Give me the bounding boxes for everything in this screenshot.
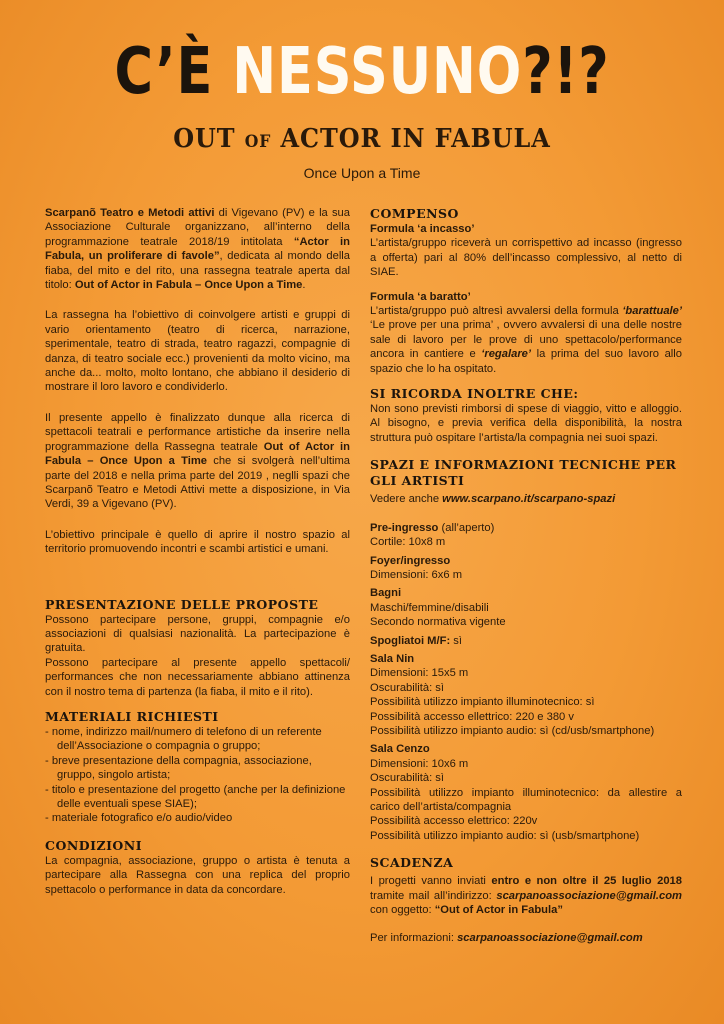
sala-nin-line: Oscurabilità: sì xyxy=(370,681,444,694)
info-email[interactable]: scarpanoassociazione@gmail.com xyxy=(457,932,643,945)
section-compenso xyxy=(370,206,682,376)
sala-cenzo-line: Oscurabilità: sì xyxy=(370,772,444,785)
sala-cenzo-line: Possibilità utilizzo impianto illuminotecnico: da allestire a carico dell’artista/compagnia xyxy=(370,786,682,813)
sala-cenzo-line: Dimensioni: 10x6 m xyxy=(370,757,469,770)
formula-baratto-text xyxy=(370,304,682,376)
bagni-title: Bagni xyxy=(370,587,402,600)
spogliatoi xyxy=(370,634,682,648)
scadenza-deadline: entro e non oltre il 25 luglio 2018 xyxy=(491,875,682,888)
intro-text-3: . xyxy=(302,279,306,292)
baratto-italic-2: ‘regalare’ xyxy=(481,348,532,361)
heading-compenso: COMPENSO xyxy=(370,206,459,221)
ricorda-text: Non sono previsti rimborsi di spese di viaggio, vitto e alloggio. Al bisogno, e previa verifica della disponibilità, la nostra struttura può ospitare l’artista/la compagnia nei suoi spazi. xyxy=(370,403,682,444)
bagni xyxy=(370,586,682,629)
intro-bold-1: Scarpanõ Teatro e Metodi attivi xyxy=(45,207,215,219)
bagni-line-1: Maschi/femmine/disabili xyxy=(370,601,489,614)
paragraph-rassegna: La rassegna ha l’obiettivo di coinvolgere artisti e gruppi di vario orientamento (teatro di ricerca, narrazione, sperimentale, teatro di strada, teatro ragazzi, compagnie di danza, di teatro sociale ecc.) provenienti da molto vicino, ma anche da... molto, molto lontano, che abbiano il desiderio di mostrare il loro lavoro e condividerlo. xyxy=(45,309,350,394)
sala-nin xyxy=(370,652,682,738)
subtitle-b: ACTOR IN FABULA xyxy=(271,124,551,154)
intro-bold-2: “Actor in Fabula, un proliferare di favole” xyxy=(45,235,350,263)
scadenza-text xyxy=(370,874,682,917)
title-part-1: C’È xyxy=(114,35,233,109)
see-also-text: Vedere anche xyxy=(370,493,443,506)
scadenza-text-2: tramite mail all’indirizzo: xyxy=(370,889,497,902)
sala-cenzo-line: Possibilità accesso elettrico: 220v xyxy=(370,815,538,828)
subtitle-a: OUT xyxy=(173,124,245,154)
sala-nin-line: Dimensioni: 15x5 m xyxy=(370,667,469,680)
section-materiali xyxy=(45,709,350,826)
appello-bold: Out of Actor in Fabula – Once Upon a Time xyxy=(45,440,350,468)
preingresso-note: (all’aperto) xyxy=(438,521,495,534)
spazi-see-also xyxy=(370,492,682,506)
info-line xyxy=(370,931,682,945)
baratto-text-1: L’artista/gruppo può altresì avvalersi della formula xyxy=(370,305,623,318)
bagni-line-2: Secondo normativa vigente xyxy=(370,616,506,629)
materiali-list xyxy=(45,725,350,826)
foyer-value: Dimensioni: 6x6 m xyxy=(370,568,463,581)
scadenza-text-1: I progetti vanno inviati xyxy=(370,875,492,888)
baratto-text-3: la prima del suo lavoro allo spazio che lo ha ospitato. xyxy=(370,348,683,375)
presentazione-p2: Possono partecipare al presente appello spettacoli/ performances che non necessariamente abbiano attinenza con il nostro tema di partenza (la fiaba, il mito e il rito). xyxy=(45,656,350,698)
right-column xyxy=(370,206,682,946)
sala-cenzo-line: Possibilità utilizzo impianto audio: sì (usb/smartphone) xyxy=(370,829,640,842)
formula-incasso-text: L’artista/gruppo riceverà un corrispettivo ad incasso (ingresso a offerta) pari al 80% dell’incasso complessivo, al netto di SIAE. xyxy=(370,237,682,279)
presentazione-p1: Possono partecipare persone, gruppi, compagnie e/o associazioni di qualsiasi nazionalità. La partecipazione è gratuita. xyxy=(45,613,350,655)
formula-incasso-title: Formula ‘a incasso’ xyxy=(370,223,475,235)
appello-text-1: Il presente appello è finalizzato dunque alla ricerca di spettacoli teatrali e performance artistiche da inserire nella programmazione della Rassegna teatrale xyxy=(45,411,350,453)
sala-nin-line: Possibilità utilizzo impianto illuminotecnico: sì xyxy=(370,696,595,709)
heading-scadenza: SCADENZA xyxy=(370,855,454,871)
heading-ricorda: SI RICORDA INOLTRE CHE: xyxy=(370,386,579,402)
intro-paragraph xyxy=(45,206,350,292)
foyer-title: Foyer/ingresso xyxy=(370,554,451,567)
baratto-text-2: ‘Le prove per una prima’ , ovvero avvalersi di una delle nostre sale di lavoro per le prove di uno spettacolo/performance ancora in cantiere e xyxy=(370,319,682,361)
spogliatoi-value: sì xyxy=(450,634,462,647)
section-presentazione xyxy=(45,597,350,699)
section-spazi xyxy=(370,457,682,843)
scadenza-subject: “Out of Actor in Fabula” xyxy=(434,904,563,917)
section-condizioni xyxy=(45,838,350,897)
sala-cenzo xyxy=(370,742,682,843)
left-column xyxy=(45,206,350,897)
spogliatoi-title: Spogliatoi M/F: xyxy=(370,634,451,647)
appello-text-2: che si svolgerà nell’ultima parte del 2018 e nella prima parte del 2019 , neglli spazi che Scarpanõ Teatro e Metodi Attivi mette a disposizione, in Via Verdi, 39 a Vigevano (PV). xyxy=(45,455,350,511)
preingresso-title: Pre-ingresso xyxy=(370,521,439,534)
section-ricorda xyxy=(370,386,682,445)
paragraph-appello xyxy=(45,411,350,512)
title-part-3: ?!? xyxy=(522,35,610,109)
condizioni-text: La compagnia, associazione, gruppo o artista è tenuta a partecipare alla Rassegna con una replica del proprio spettacolo o performance in data da concordare. xyxy=(45,854,350,896)
heading-presentazione: PRESENTAZIONE DELLE PROPOSTE xyxy=(45,596,319,612)
title-part-2: NESSUNO xyxy=(232,35,523,109)
subtitle xyxy=(29,124,695,154)
subtitle-of: OF xyxy=(244,132,272,152)
list-item: - nome, indirizzo mail/numero di telefono di un referente dell’Associazione o compagnia o gruppo; xyxy=(45,725,350,754)
intro-bold-3: Out of Actor in Fabula – Once Upon a Time xyxy=(74,279,303,292)
info-label: Per informazioni: xyxy=(370,932,458,945)
intro-text-1: di Vigevano (PV) e la sua Associazione Culturale organizzano, all’interno della programmazione teatrale 2018/19 intitolata xyxy=(45,207,350,248)
heading-condizioni: CONDIZIONI xyxy=(45,837,143,853)
spazi-link[interactable]: www.scarpano.it/scarpano-spazi xyxy=(442,493,616,506)
intro-text-2: , dedicata al mondo della fiaba, del mito e del rito, una rassegna teatrale aperta dal titolo: xyxy=(45,250,351,292)
heading-materiali: MATERIALI RICHIESTI xyxy=(45,708,219,724)
scadenza-email[interactable]: scarpanoassociazione@gmail.com xyxy=(496,889,682,902)
list-item: - titolo e presentazione del progetto (anche per la definizione delle eventuali spese SIAE); xyxy=(45,783,350,812)
section-scadenza xyxy=(370,855,682,946)
paragraph-obiettivo: L’obiettivo principale è quello di aprire il nostro spazio al territorio promuovendo incontri e scambi artistici e umani. xyxy=(45,528,350,556)
main-title xyxy=(65,35,659,109)
sala-nin-title: Sala Nin xyxy=(370,652,415,665)
sala-cenzo-title: Sala Cenzo xyxy=(370,743,430,756)
list-item: - materiale fotografico e/o audio/video xyxy=(45,811,350,825)
preingresso-value: Cortile: 10x8 m xyxy=(370,536,446,549)
sala-nin-line: Possibilità accesso ellettrico: 220 e 380 v xyxy=(370,710,574,723)
list-item: - breve presentazione della compagnia, associazione, gruppo, singolo artista; xyxy=(45,754,350,783)
scadenza-text-3: con oggetto: xyxy=(370,904,435,917)
preingresso xyxy=(370,521,682,550)
baratto-italic-1: ‘barattuale’ xyxy=(622,305,682,318)
formula-baratto-title: Formula ‘a baratto’ xyxy=(370,290,471,303)
tagline: Once Upon a Time xyxy=(303,165,421,181)
header xyxy=(0,35,724,109)
heading-spazi: SPAZI E INFORMAZIONI TECNICHE PER GLI ARTISTI xyxy=(370,457,677,489)
foyer xyxy=(370,554,682,583)
sala-nin-line: Possibilità utilizzo impianto audio: sì (cd/usb/smartphone) xyxy=(370,724,655,737)
